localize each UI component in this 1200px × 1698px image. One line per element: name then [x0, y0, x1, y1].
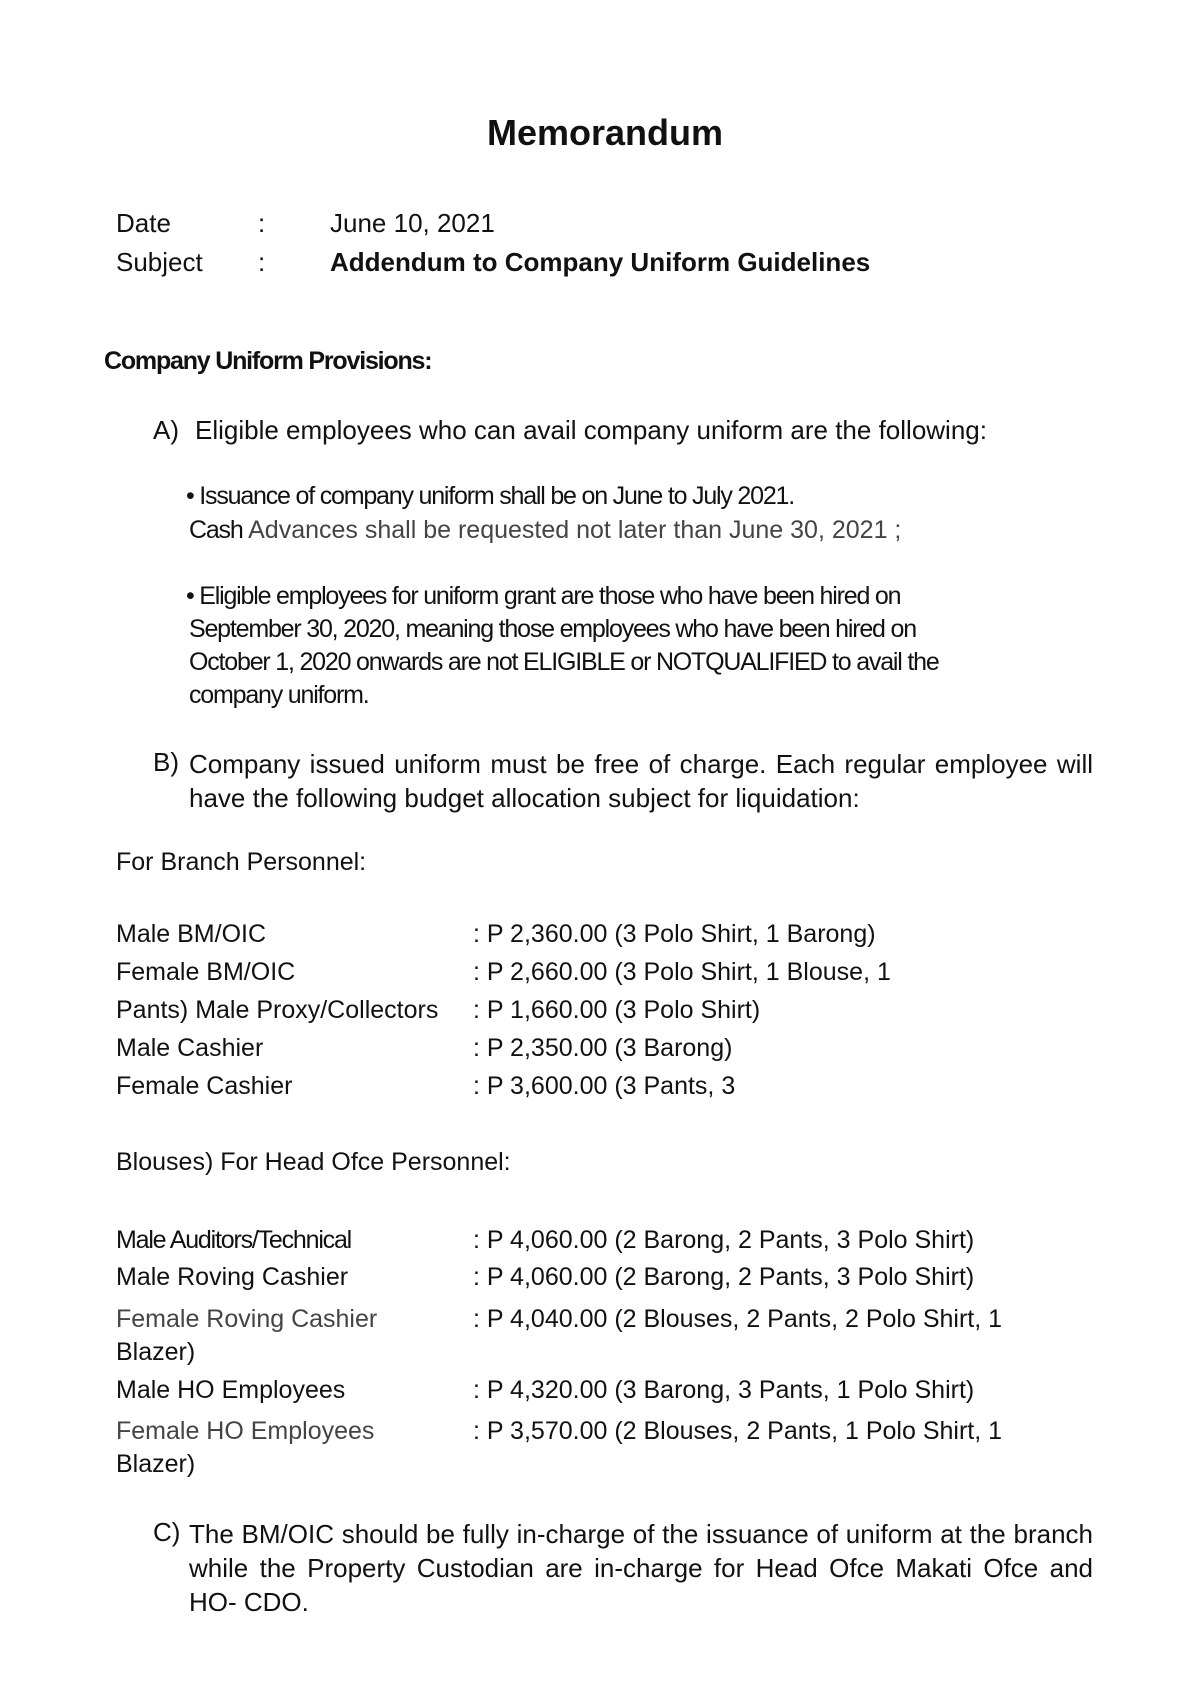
- branch-row-label: Male Cashier: [116, 1034, 264, 1062]
- branch-row-label: Female Cashier: [116, 1072, 293, 1100]
- branch-row-value: : P 2,360.00 (3 Polo Shirt, 1 Barong): [473, 920, 876, 948]
- item-c-text: The BM/OIC should be fully in-charge of the issuance of uniform at the branch while the Property Custodian are in-charge for Head Ofce Makati Ofce and HO- CDO.: [189, 1519, 1093, 1617]
- ho-row-label: Male Roving Cashier: [116, 1263, 349, 1291]
- ho-row-value: : P 4,060.00 (2 Barong, 2 Pants, 3 Polo Shirt): [473, 1226, 975, 1254]
- ho-row-label: Male HO Employees: [116, 1376, 346, 1404]
- item-a-bullet-2-line-4: company uniform.: [189, 681, 369, 709]
- cash-word: Cash: [189, 516, 243, 544]
- branch-personnel-heading: For Branch Personnel:: [116, 848, 367, 876]
- head-office-heading: Blouses) For Head Ofce Personnel:: [116, 1148, 511, 1176]
- item-c-marker: C): [153, 1517, 181, 1547]
- ho-row-continuation: Blazer): [116, 1338, 196, 1366]
- item-b-text: Company issued uniform must be free of charge. Each regular employee will have the following budget allocation subject for liquidation:: [189, 749, 1093, 813]
- branch-row-value: : P 3,600.00 (3 Pants, 3: [473, 1072, 736, 1100]
- item-a-bullet-1-line-2: [189, 516, 901, 545]
- item-a-bullet-1-line-1: • Issuance of company uniform shall be on June to July 2021.: [186, 482, 794, 510]
- item-a-text: Eligible employees who can avail company uniform are the following:: [195, 415, 987, 445]
- branch-row-value: : P 2,660.00 (3 Polo Shirt, 1 Blouse, 1: [473, 958, 891, 986]
- date-value: June 10, 2021: [330, 208, 495, 238]
- subject-value: Addendum to Company Uniform Guidelines: [330, 247, 871, 277]
- date-separator: :: [258, 208, 266, 238]
- ho-row-value: : P 4,320.00 (3 Barong, 3 Pants, 1 Polo Shirt): [473, 1376, 975, 1404]
- section-heading: Company Uniform Provisions:: [104, 347, 432, 375]
- item-a-marker: A): [153, 415, 179, 445]
- branch-row-value: : P 1,660.00 (3 Polo Shirt): [473, 996, 761, 1024]
- item-a-bullet-2-line-2: September 30, 2020, meaning those employees who have been hired on: [189, 615, 916, 643]
- branch-row-label: Male BM/OIC: [116, 920, 267, 948]
- item-a-bullet-2-line-3: October 1, 2020 onwards are not ELIGIBLE or NOTQUALIFIED to avail the: [189, 648, 939, 676]
- branch-row-label: Pants) Male Proxy/Collectors: [116, 996, 439, 1024]
- date-label: Date: [116, 208, 171, 238]
- ho-row-value: : P 4,060.00 (2 Barong, 2 Pants, 3 Polo Shirt): [473, 1263, 975, 1291]
- subject-label: Subject: [116, 247, 203, 277]
- subject-separator: :: [258, 247, 266, 277]
- item-b-marker: B): [153, 747, 179, 777]
- ho-row-continuation: Blazer): [116, 1450, 196, 1478]
- ho-row-value: : P 3,570.00 (2 Blouses, 2 Pants, 1 Polo Shirt, 1: [473, 1417, 1003, 1445]
- ho-row-label: Female HO Employees: [116, 1417, 375, 1445]
- page-title: Memorandum: [486, 112, 724, 153]
- ho-row-label: Female Roving Cashier: [116, 1305, 378, 1333]
- ho-row-label: Male Auditors/Technical: [116, 1226, 352, 1254]
- cash-advance-deadline: Advances shall be requested not later than June 30, 2021 ;: [242, 516, 902, 544]
- ho-row-value: : P 4,040.00 (2 Blouses, 2 Pants, 2 Polo Shirt, 1: [473, 1305, 1003, 1333]
- branch-row-label: Female BM/OIC: [116, 958, 296, 986]
- item-a-bullet-2-line-1: • Eligible employees for uniform grant are those who have been hired on: [186, 582, 901, 610]
- branch-row-value: : P 2,350.00 (3 Barong): [473, 1034, 733, 1062]
